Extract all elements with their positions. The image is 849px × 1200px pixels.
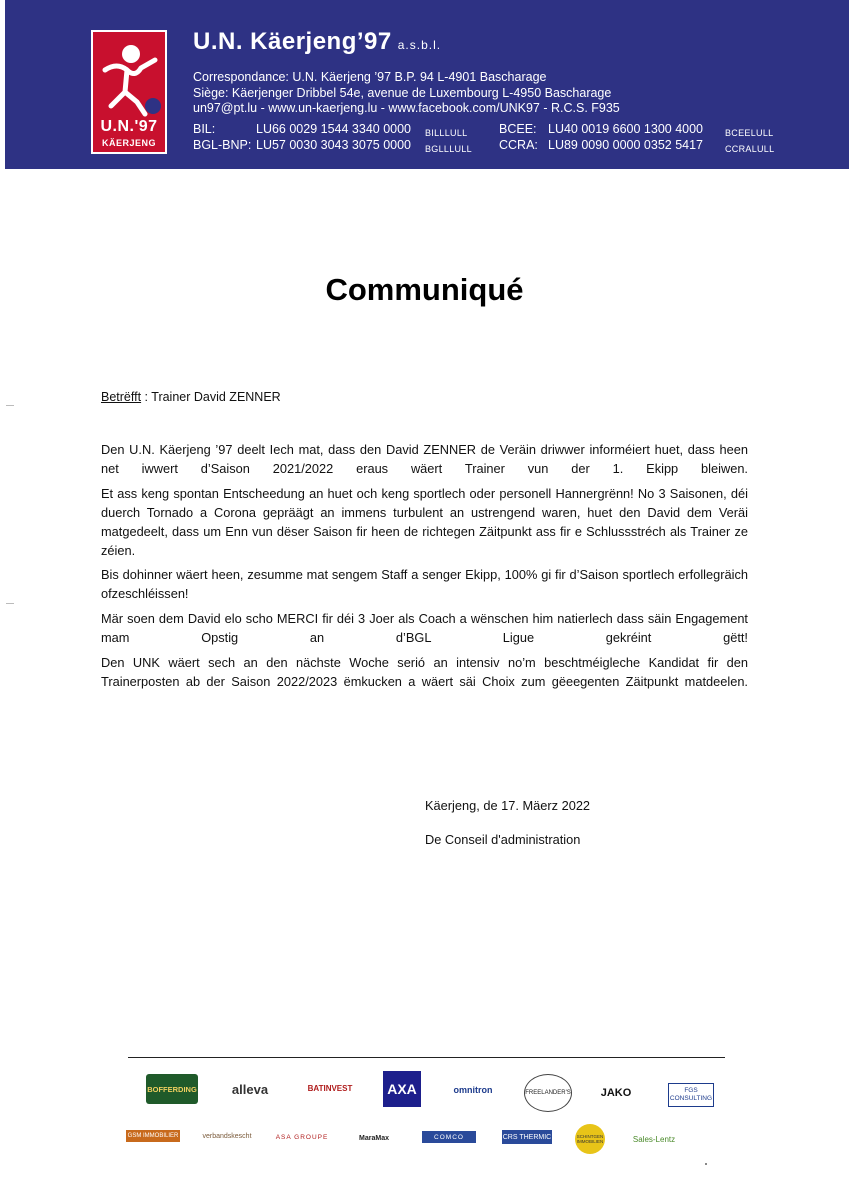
subject-text: : Trainer David ZENNER: [141, 390, 281, 404]
bank-name: CCRA:: [499, 138, 538, 152]
paragraph: Bis dohinner wäert heen, zesumme mat sengem Staff a senger Ekipp, 100% gi fir d’Saison sportlech erfollegräich ofzeschléissen!: [101, 567, 748, 601]
sponsor-logo: [575, 1124, 605, 1154]
sponsor-logo: [502, 1130, 552, 1144]
bank-ccra: [499, 138, 538, 152]
sponsor-logo: [352, 1128, 396, 1148]
sponsor-logo: [222, 1078, 278, 1100]
bank-code: BGLLLULL: [425, 144, 472, 154]
club-suffix: a.s.b.l.: [397, 38, 442, 52]
sponsor-name: Sales-Lentz: [632, 1134, 676, 1144]
sponsor-name: BATINVEST: [307, 1083, 353, 1093]
bank-bcee-code: [725, 125, 773, 139]
bank-bil: [193, 122, 215, 136]
sponsor-logo: [198, 1128, 256, 1144]
bank-code: BCEELULL: [725, 128, 774, 138]
bank-bgl-iban: [256, 138, 411, 152]
bank-bgl: [193, 138, 251, 152]
contact-line: un97@pt.lu - www.un-kaerjeng.lu - www.facebook.com/UNK97 - R.C.S. F935: [193, 101, 620, 115]
bank-ccra-iban: [548, 138, 703, 152]
paragraph: Mär soen dem David elo scho MERCI fir déi 3 Joer als Coach a wënschen him natierlech dass säin Engagement mam Opstig an d’BGL Ligue gekréint gëtt!: [101, 611, 748, 645]
sponsor-name: verbandskescht: [202, 1132, 252, 1140]
sponsor-name: FREELANDER'S: [525, 1090, 571, 1096]
sponsor-logo: [422, 1131, 476, 1143]
letterhead: [5, 0, 849, 169]
correspondence-address: Correspondance: U.N. Käerjeng ’97 B.P. 94 L-4901 Bascharage: [193, 70, 547, 84]
page-title: Communiqué: [325, 272, 524, 307]
sponsor-name: GSM IMMOBILIER: [127, 1133, 179, 1139]
bank-bil-iban: [256, 122, 411, 136]
margin-mark: [6, 405, 14, 406]
sponsor-logo: [524, 1074, 572, 1112]
club-name-text: U.N. Käerjeng’97: [193, 28, 392, 55]
sponsor-logo: [146, 1074, 198, 1104]
bank-code: CCRALULL: [725, 144, 775, 154]
sponsor-name: CRS THERMIC: [502, 1133, 552, 1141]
bank-ccra-code: [725, 141, 774, 155]
sponsor-logo: [622, 1132, 686, 1146]
place-date: Käerjeng, de 17. Mäerz 2022: [425, 798, 591, 813]
bank-iban: LU40 0019 6600 1300 4000: [548, 122, 704, 136]
sponsor-name: omnitron: [453, 1085, 493, 1095]
sponsor-logo: [668, 1083, 714, 1107]
logo-town-text: KÄERJENG: [101, 138, 156, 148]
footer-divider: [128, 1057, 725, 1058]
bank-iban: LU57 0030 3043 3075 0000: [256, 138, 412, 152]
sponsor-logo: [274, 1126, 330, 1148]
bank-bil-code: [425, 125, 467, 139]
sponsor-logo: [126, 1130, 180, 1142]
sponsor-name: JAKO: [600, 1087, 632, 1099]
sponsor-name: COMCO: [434, 1133, 464, 1141]
bank-iban: LU89 0090 0000 0352 5417: [548, 138, 704, 152]
bank-bcee-iban: [548, 122, 703, 136]
bank-code: BILLLULL: [425, 128, 468, 138]
sponsor-name: AXA: [387, 1081, 417, 1097]
footballer-icon: [97, 40, 163, 120]
subject-label: Betrëfft: [101, 390, 142, 404]
sponsor-name: alleva: [231, 1081, 269, 1097]
bank-bgl-code: [425, 141, 472, 155]
sponsor-name: BOFFERDING: [147, 1084, 197, 1094]
paragraph: Den UNK wäert sech an den nächste Woche serió an intensiv no’m beschtméiglechе Kandidat fir den Trainerposten ab der Saison 2022/2023 ëmkucken a wäert säi Choix zum gëeegenten Zäitpunkt matdeelen.: [101, 655, 748, 689]
sponsor-logo: [300, 1080, 360, 1096]
sponsor-name: SCHINTGEN IMMOBILIEN: [576, 1134, 604, 1144]
sponsor-logo: [448, 1072, 498, 1108]
bank-iban: LU66 0029 1544 3340 0000: [256, 122, 412, 136]
club-logo: [91, 30, 167, 154]
signature: De Conseil d'administration: [425, 832, 581, 847]
logo-un-text: U.N.'97: [100, 118, 158, 135]
sponsor-logo: [590, 1084, 642, 1102]
sponsor-name: MaraMax: [359, 1134, 389, 1142]
bank-name: BGL-BNP:: [193, 138, 252, 152]
sponsor-name: FGS CONSULTING: [669, 1087, 713, 1102]
sponsor-logo: [383, 1071, 421, 1107]
bank-name: BCEE:: [499, 122, 537, 136]
club-name: [193, 28, 441, 56]
sponsor-name: ASA GROUPE: [275, 1133, 329, 1141]
siege-address: Siège: Käerjenger Dribbel 54e, avenue de Luxembourg L-4950 Bascharage: [193, 86, 612, 100]
bank-name: BIL:: [193, 122, 216, 136]
scan-artifact: [705, 1163, 707, 1165]
paragraph: Den U.N. Käerjeng ’97 deelt Iech mat, dass den David ZENNER de Veräin driwwer informéiert huet, dass heen net iwwert d’Saison 2021/2022 eraus wäert Trainer vun der 1. Ekipp bleiwen.: [101, 442, 748, 476]
bank-bcee: [499, 122, 537, 136]
margin-mark: [6, 603, 14, 604]
subject-line: [101, 390, 281, 404]
paragraph: Et ass keng spontan Entscheedung an huet och keng sportlech oder personell Hannergrënn! No 3 Saisonen, déi duerch Tornado a Corona gepräägt an immens turbulent an ustrengend waren, huet den David dem Veräi matgedeelt, dass um Enn vun dëser Saison fir heen de richtegen Zäitpunkt ass fir e Schlussstréch als Trainer ze zéien.: [101, 486, 748, 558]
